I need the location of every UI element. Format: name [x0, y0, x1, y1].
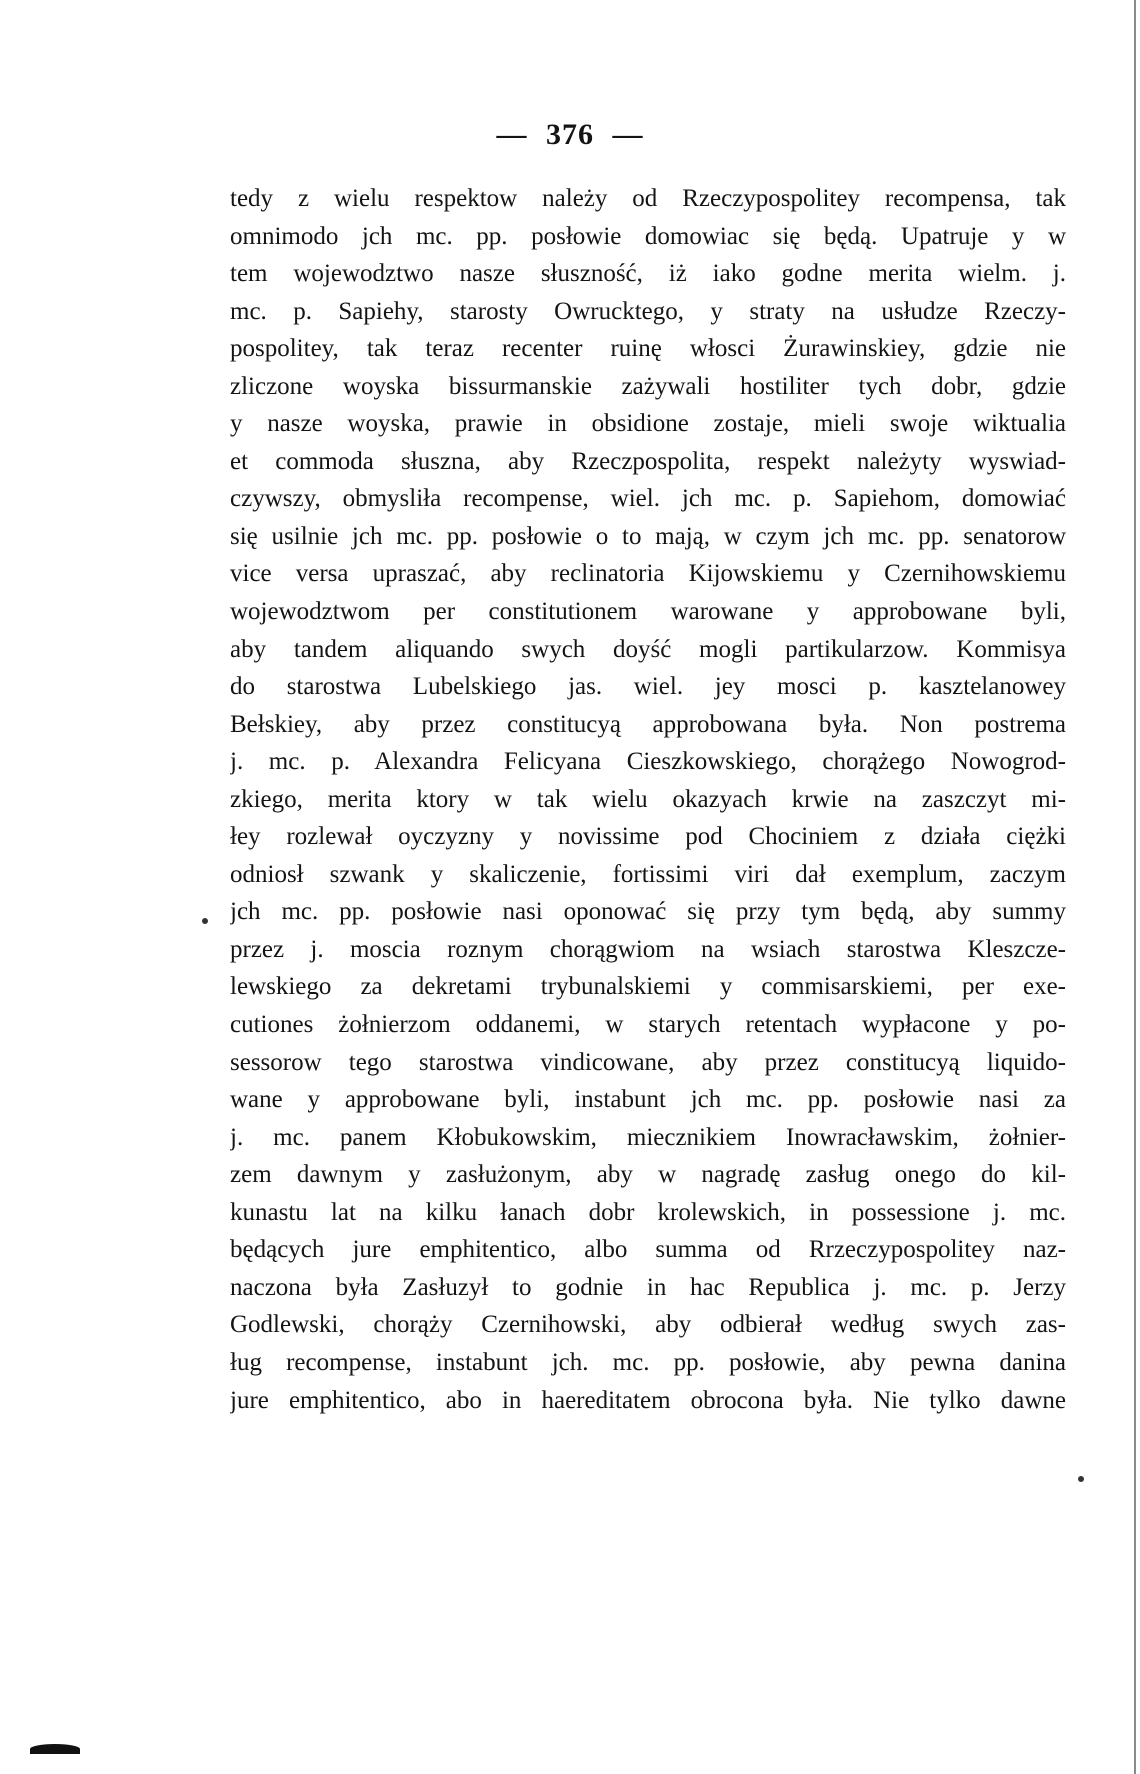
text-line: sessorow tego starostwa vindicowane, aby przez constitucyą liquido-	[230, 1048, 1066, 1076]
text-line: kunastu lat na kilku łanach dobr krolewskich, in possessione j. mc.	[230, 1198, 1066, 1226]
text-line: tem wojewodztwo nasze słuszność, iż iako godne merita wielm. j.	[230, 260, 1066, 288]
text-line: wojewodztwom per constitutionem warowane y approbowane byli,	[230, 598, 1066, 626]
text-line: czywszy, obmysliła recompense, wiel. jch mc. p. Sapiehom, domowiać	[230, 485, 1066, 513]
text-line: vice versa upraszać, aby reclinatoria Kijowskiemu y Czernihowskiemu	[230, 560, 1066, 588]
text-line: ług recompense, instabunt jch. mc. pp. posłowie, aby pewna danina	[230, 1348, 1066, 1376]
body-text	[230, 180, 1066, 1419]
text-line: przez j. moscia roznym chorągwiom na wsiach starostwa Kleszcze-	[230, 935, 1066, 963]
stray-ink-mark	[1078, 1476, 1084, 1482]
page-number: 376	[546, 118, 594, 151]
text-line: omnimodo jch mc. pp. posłowie domowiac się będą. Upatruje y w	[230, 222, 1066, 250]
text-line: Godlewski, chorąży Czernihowski, aby odbierał według swych zas-	[230, 1311, 1066, 1339]
text-line: j. mc. p. Alexandra Felicyana Cieszkowskiego, chorążego Nowogrod-	[230, 748, 1066, 776]
text-line: jch mc. pp. posłowie nasi oponować się przy tym będą, aby summy	[230, 898, 1066, 926]
text-line: się usilnie jch mc. pp. posłowie o to mają, w czym jch mc. pp. senatorow	[230, 522, 1066, 550]
text-line: mc. p. Sapiehy, starosty Owrucktego, y straty na usłudze Rzeczy-	[230, 297, 1066, 325]
text-line: j. mc. panem Kłobukowskim, miecznikiem Inowracławskim, żołnier-	[230, 1123, 1066, 1151]
header-dash-left: —	[496, 118, 528, 151]
text-line: aby tandem aliquando swych doyść mogli partikularzow. Kommisya	[230, 635, 1066, 663]
corner-ink-smudge	[30, 1744, 80, 1754]
text-line: wane y approbowane byli, instabunt jch mc. pp. posłowie nasi za	[230, 1086, 1066, 1114]
header-dash-right: —	[612, 118, 644, 151]
text-line: lewskiego za dekretami trybunalskiemi y commisarskiemi, per exe-	[230, 973, 1066, 1001]
text-line: et commoda słuszna, aby Rzeczpospolita, respekt należyty wyswiad-	[230, 447, 1066, 475]
text-line: będących jure emphitentico, albo summa od Rrzeczypospolitey naz-	[230, 1236, 1066, 1264]
text-line: cutiones żołnierzom oddanemi, w starych retentach wypłacone y po-	[230, 1011, 1066, 1039]
text-line: do starostwa Lubelskiego jas. wiel. jey mosci p. kasztelanowey	[230, 673, 1066, 701]
text-line: naczona była Zasłuzył to godnie in hac Republica j. mc. p. Jerzy	[230, 1273, 1066, 1301]
text-line: odniosł szwank y skaliczenie, fortissimi viri dał exemplum, zaczym	[230, 860, 1066, 888]
text-line: jure emphitentico, abo in haereditatem obrocona była. Nie tylko dawne	[230, 1386, 1066, 1414]
text-line: zem dawnym y zasłużonym, aby w nagradę zasług onego do kil-	[230, 1161, 1066, 1189]
page-edge-rule	[1134, 0, 1136, 1774]
stray-ink-mark	[202, 918, 208, 924]
text-line: Bełskiey, aby przez constitucyą approbowana była. Non postrema	[230, 710, 1066, 738]
text-line: łey rozlewał oyczyzny y novissime pod Chociniem z działa ciężki	[230, 823, 1066, 851]
text-line: zliczone woyska bissurmanskie zażywali hostiliter tych dobr, gdzie	[230, 372, 1066, 400]
text-line: tedy z wielu respektow należy od Rzeczypospolitey recompensa, tak	[230, 185, 1066, 212]
page-header	[0, 118, 1140, 152]
text-line: y nasze woyska, prawie in obsidione zostaje, mieli swoje wiktualia	[230, 410, 1066, 438]
text-line: zkiego, merita ktory w tak wielu okazyach krwie na zaszczyt mi-	[230, 785, 1066, 813]
text-line: pospolitey, tak teraz recenter ruinę włosci Żurawinskiey, gdzie nie	[230, 335, 1066, 363]
